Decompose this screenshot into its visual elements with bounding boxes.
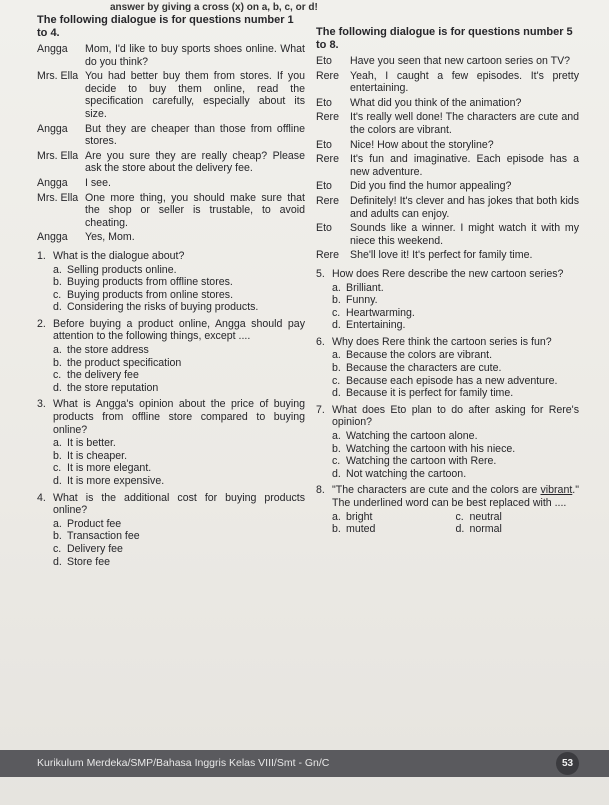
option-c[interactable] [456, 511, 580, 524]
option-b[interactable] [53, 276, 305, 289]
option-text: bright [346, 510, 373, 523]
option-text: Watching the cartoon with Rere. [346, 455, 497, 468]
dialogue-line [37, 150, 305, 175]
option-letter: b. [332, 523, 341, 536]
option-text: It is cheaper. [67, 449, 128, 462]
dialogue-line [316, 70, 579, 95]
question-1 [37, 250, 305, 314]
option-b[interactable] [53, 357, 305, 370]
option-text: It is more elegant. [67, 462, 152, 475]
option-text: Not watching the cartoon. [346, 467, 467, 480]
option-a[interactable] [332, 511, 456, 524]
option-text: the store reputation [67, 381, 159, 394]
option-d[interactable] [53, 475, 305, 488]
speaker: Rere [316, 194, 339, 207]
utterance: Yeah, I caught a few episodes. It's pretty entertaining. [350, 69, 579, 95]
question-text: What is Angga's opinion about the price of buying products from offline store compared to buying online? [53, 398, 305, 436]
question-number: 3. [37, 398, 46, 411]
option-text: Heartwarming. [346, 306, 415, 319]
dialogue-line [316, 222, 579, 247]
speaker: Rere [316, 111, 339, 124]
option-d[interactable] [332, 468, 579, 481]
utterance: But they are cheaper than those from offline stores. [85, 122, 305, 148]
speaker: Eto [316, 55, 332, 67]
dialogue-line [316, 153, 579, 178]
option-a[interactable] [53, 518, 305, 531]
option-letter: b. [53, 530, 62, 543]
option-letter: d. [53, 301, 62, 314]
option-a[interactable] [332, 349, 579, 362]
option-letter: a. [53, 517, 62, 530]
option-text: the product specification [67, 356, 182, 369]
option-text: neutral [469, 510, 502, 523]
option-letter: c. [53, 542, 62, 555]
question-number: 8. [316, 484, 325, 497]
dialogue-line [316, 180, 579, 193]
question-text [332, 484, 579, 509]
question-number: 7. [316, 403, 325, 416]
dialogue-line [37, 70, 305, 120]
option-letter: c. [53, 462, 62, 475]
option-letter: b. [53, 356, 62, 369]
question-number: 5. [316, 267, 325, 280]
option-b[interactable] [332, 443, 579, 456]
option-letter: b. [332, 362, 341, 375]
utterance: It's really well done! The characters are cute and the colors are vibrant. [350, 111, 579, 136]
question-text: What is the additional cost for buying products online? [53, 491, 305, 517]
option-text: Buying products from offline stores. [67, 276, 233, 289]
speaker: Rere [316, 249, 339, 262]
question-5 [316, 268, 579, 332]
question-number: 2. [37, 317, 46, 330]
option-text: muted [346, 523, 376, 536]
question-number: 6. [316, 335, 325, 348]
dialogue-2-intro: The following dialogue is for questions number 5 to 8. [316, 26, 573, 51]
option-c[interactable] [332, 455, 579, 468]
speaker: Mrs. Ella [37, 70, 79, 83]
speaker: Mrs. Ella [37, 191, 79, 204]
option-letter: b. [332, 294, 341, 307]
utterance: Sounds like a winner. I might watch it with my niece this weekend. [350, 222, 579, 247]
question-text-before: "The characters are cute and the colors are [332, 484, 541, 497]
option-letter: b. [53, 449, 62, 462]
option-letter: a. [332, 349, 341, 362]
option-letter: c. [455, 510, 464, 523]
option-letter: d. [53, 381, 62, 394]
utterance: Have you seen that new cartoon series on TV? [350, 55, 571, 67]
option-text: Store fee [67, 555, 110, 568]
page-footer [0, 750, 609, 777]
dialogue-line [316, 97, 579, 110]
question-3 [37, 398, 305, 487]
speaker: Eto [316, 96, 332, 109]
right-column [316, 14, 579, 536]
option-a[interactable] [332, 430, 579, 443]
option-letter: a. [332, 510, 341, 523]
option-text: the delivery fee [67, 369, 139, 382]
question-text: Why does Rere think the cartoon series is fun? [332, 335, 552, 348]
dialogue-1-intro: The following dialogue is for questions number 1 to 4. [37, 14, 294, 39]
option-text: Product fee [67, 517, 122, 530]
option-c[interactable] [332, 307, 579, 320]
option-text: Because the characters are cute. [346, 362, 502, 375]
speaker: Eto [316, 222, 332, 235]
option-letter: a. [332, 281, 341, 294]
dialogue-line [37, 192, 305, 230]
utterance: Nice! How about the storyline? [350, 138, 494, 151]
question-8 [316, 484, 579, 535]
option-c[interactable] [53, 369, 305, 382]
utterance: Yes, Mom. [85, 231, 135, 244]
option-text: It is better. [67, 437, 116, 450]
question-text: How does Rere describe the new cartoon series? [332, 267, 564, 280]
option-text: the store address [67, 344, 149, 357]
utterance: Are you sure they are really cheap? Please ask the store about the delivery fee. [85, 149, 305, 175]
option-text: It is more expensive. [67, 475, 165, 487]
page-number-badge: 53 [556, 752, 579, 775]
underlined-word: vibrant [540, 484, 573, 497]
dialogue-line [316, 139, 579, 152]
option-c[interactable] [53, 289, 305, 302]
option-text: Because the colors are vibrant. [346, 349, 493, 362]
question-text: Before buying a product online, Angga should pay attention to the following things, except .... [53, 317, 305, 343]
option-text: Funny. [346, 294, 378, 307]
option-b[interactable] [53, 450, 305, 463]
dialogue-line [37, 231, 305, 244]
option-letter: d. [332, 319, 341, 332]
option-text: normal [469, 523, 502, 536]
option-letter: d. [332, 467, 341, 480]
speaker: Angga [37, 43, 68, 55]
dialogue-line [316, 55, 579, 68]
question-number: 4. [37, 491, 46, 504]
option-text: Selling products online. [67, 263, 177, 276]
utterance: What did you think of the animation? [350, 96, 522, 109]
option-text: Brilliant. [346, 281, 384, 294]
option-d[interactable] [53, 556, 305, 569]
utterance: One more thing, you should make sure that the shop or seller is trustable, to avoid cheating. [85, 191, 305, 229]
option-text: Delivery fee [67, 542, 123, 555]
option-a[interactable] [53, 344, 305, 357]
instruction-fragment: answer by giving a cross (x) on a, b, c, or d! [110, 2, 318, 13]
question-2 [37, 318, 305, 395]
option-text: Buying products from online stores. [67, 288, 234, 301]
dialogue-line [316, 111, 579, 136]
speaker: Rere [316, 69, 339, 82]
dialogue-line [37, 43, 305, 68]
option-d[interactable] [456, 523, 580, 536]
footer-text: Kurikulum Merdeka/SMP/Bahasa Inggris Kelas VIII/Smt - Gn/C [37, 757, 330, 769]
option-b[interactable] [332, 362, 579, 375]
left-column [37, 14, 305, 568]
question-6 [316, 336, 579, 400]
dialogue-line [37, 123, 305, 148]
utterance: Mom, I'd like to buy sports shoes online. What do you think? [85, 43, 305, 68]
question-number: 1. [37, 249, 46, 262]
option-a[interactable] [332, 282, 579, 295]
option-letter: b. [53, 276, 62, 289]
utterance: It's fun and imaginative. Each episode has a new adventure. [350, 153, 579, 178]
option-letter: c. [332, 306, 341, 319]
option-c[interactable] [53, 543, 305, 556]
question-text: What does Eto plan to do after asking for Rere's opinion? [332, 403, 579, 429]
option-text: Transaction fee [67, 530, 140, 543]
speaker: Rere [316, 153, 339, 166]
option-a[interactable] [53, 264, 305, 277]
speaker: Eto [316, 138, 332, 151]
option-d[interactable] [53, 382, 305, 395]
option-letter: a. [53, 263, 62, 276]
speaker: Angga [37, 231, 68, 244]
option-text: Considering the risks of buying products. [67, 301, 259, 314]
speaker: Mrs. Ella [37, 149, 79, 162]
option-b[interactable] [332, 523, 456, 536]
option-a[interactable] [53, 437, 305, 450]
option-letter: a. [53, 344, 62, 357]
option-letter: d. [53, 475, 62, 487]
option-b[interactable] [53, 530, 305, 543]
option-letter: d. [455, 523, 465, 536]
utterance: Definitely! It's clever and has jokes that both kids and adults can enjoy. [350, 194, 579, 220]
option-c[interactable] [332, 375, 579, 388]
option-letter: d. [332, 387, 341, 400]
option-text: Watching the cartoon alone. [346, 430, 478, 443]
speaker: Angga [37, 176, 68, 189]
option-letter: c. [332, 455, 341, 468]
option-d[interactable] [53, 301, 305, 314]
utterance: She'll love it! It's perfect for family time. [350, 249, 533, 262]
dialogue-2 [316, 55, 579, 262]
option-letter: c. [332, 374, 341, 387]
question-4 [37, 492, 305, 569]
utterance: I see. [85, 176, 111, 189]
utterance: You had better buy them from stores. If you decide to buy them online, read the specification carefully, especially about its size. [85, 70, 305, 120]
option-d[interactable] [332, 319, 579, 332]
question-text: What is the dialogue about? [53, 249, 185, 262]
option-letter: d. [53, 555, 62, 568]
dialogue-line [37, 177, 305, 190]
option-letter: c. [53, 369, 62, 382]
utterance: Did you find the humor appealing? [350, 180, 512, 193]
option-letter: a. [53, 437, 62, 450]
speaker: Eto [316, 180, 332, 193]
question-text-after: ." The underlined word can be best replaced with .... [332, 484, 579, 509]
option-d[interactable] [332, 387, 579, 400]
option-letter: a. [332, 430, 341, 443]
option-text: Because it is perfect for family time. [346, 387, 514, 400]
option-text: Watching the cartoon with his niece. [346, 442, 516, 455]
option-letter: b. [332, 442, 341, 455]
question-7 [316, 404, 579, 481]
option-c[interactable] [53, 462, 305, 475]
option-letter: c. [53, 288, 62, 301]
speaker: Angga [37, 122, 68, 135]
dialogue-1 [37, 43, 305, 244]
option-b[interactable] [332, 294, 579, 307]
option-text: Because each episode has a new adventure. [346, 374, 558, 387]
dialogue-line [316, 249, 579, 262]
option-text: Entertaining. [346, 319, 406, 332]
dialogue-line [316, 195, 579, 220]
